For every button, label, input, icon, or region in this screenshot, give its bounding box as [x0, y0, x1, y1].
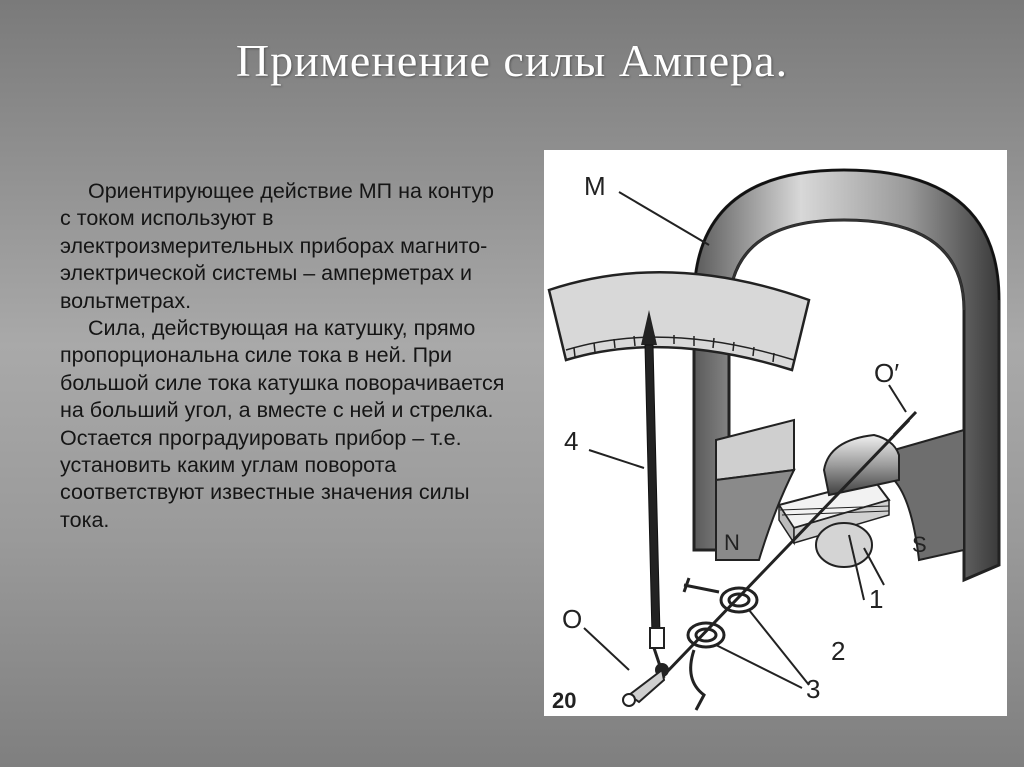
page-number: 20 [552, 688, 577, 713]
galvanometer-diagram [544, 150, 1007, 716]
label-axis-bottom: O [562, 604, 583, 634]
label-pointer: 4 [564, 426, 579, 456]
pivot-bottom [623, 663, 669, 706]
spiral-springs [684, 578, 757, 710]
label-springs: 3 [806, 674, 821, 704]
slide-title: Применение силы Ампера. [235, 35, 789, 86]
scale-arc [549, 272, 809, 370]
coil-frame [779, 435, 899, 567]
label-axis-top: O′ [874, 358, 900, 388]
pointer-needle [641, 310, 664, 678]
slide-body [60, 178, 510, 534]
label-north: N [724, 530, 740, 555]
paragraph-1: Ориентирующее действие МП на контур с током используют в электроизмерительных приборах магнито-электрической системы – амперметрах и вольтметрах. [60, 179, 494, 313]
label-core: 2 [831, 636, 846, 666]
paragraph-2: Сила, действующая на катушку, прямо пропорциональна силе тока в ней. При большой силе тока катушка поворачивается на больший угол, а вместе с ней и стрелка. Остается проградуировать прибор – т.е. установить каким углам поворота соответствуют известные значения силы тока. [60, 316, 505, 532]
label-coil: 1 [869, 584, 884, 614]
label-magnet: M [584, 171, 606, 201]
galvanometer-figure [544, 150, 1007, 716]
label-south: S [912, 532, 927, 557]
